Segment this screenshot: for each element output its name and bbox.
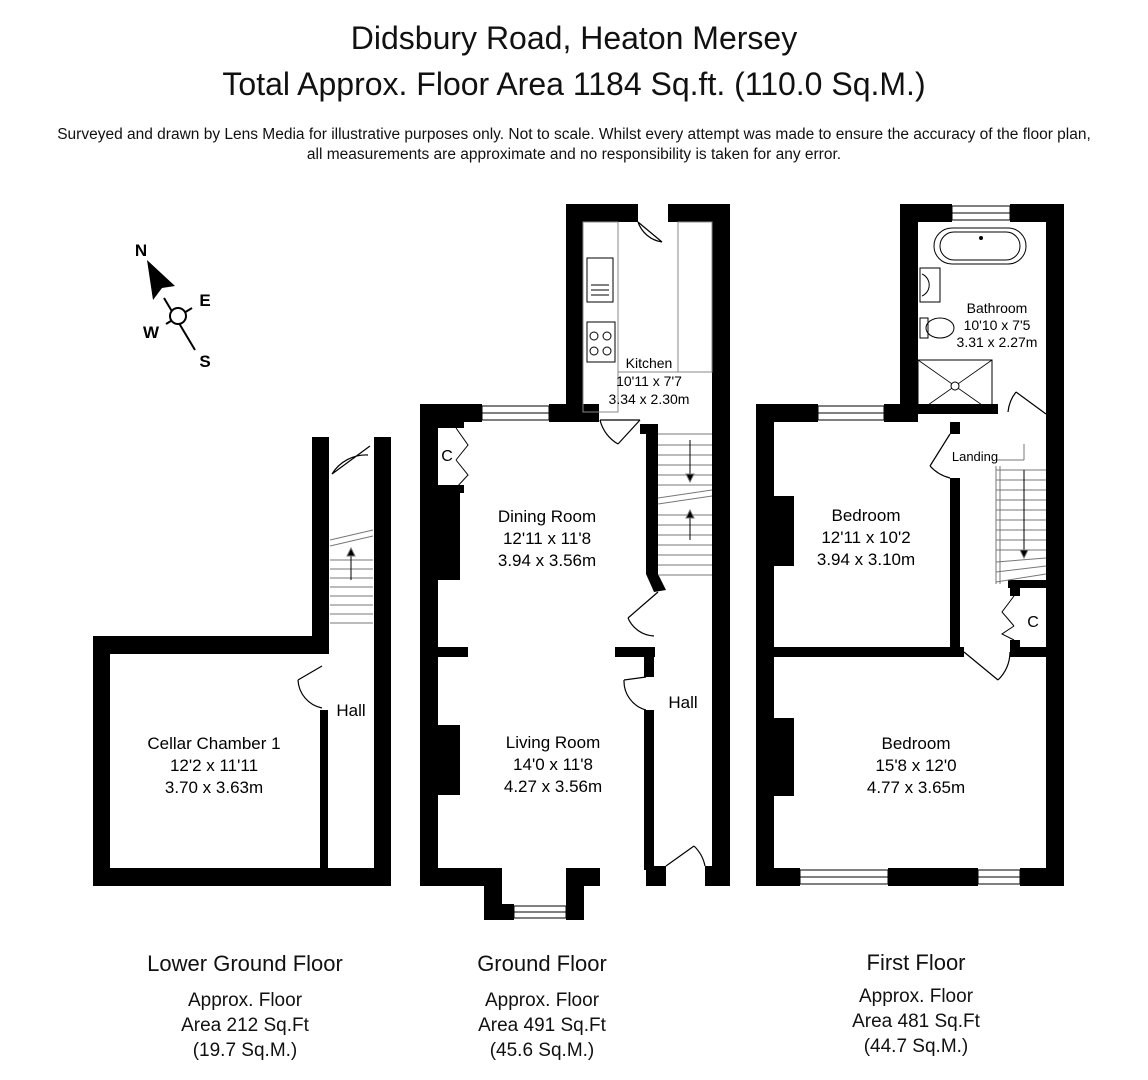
bay-wall xyxy=(566,904,584,920)
compass-n-label: N xyxy=(134,241,148,260)
dining-room-imperial: 12'11 x 11'8 xyxy=(502,529,592,548)
wall xyxy=(312,437,329,654)
living-room-name: Living Room xyxy=(505,733,601,752)
door xyxy=(1008,392,1046,414)
total-floor-area: Total Approx. Floor Area 1184 Sq.ft. (110.0 Sq.M.) xyxy=(222,66,926,102)
partition-wall xyxy=(644,710,654,870)
compass-s-label: S xyxy=(199,352,211,371)
basin xyxy=(920,268,940,302)
staircase xyxy=(996,444,1046,584)
bay-wall xyxy=(484,904,514,920)
area-line: Area 491 Sq.Ft xyxy=(478,1015,606,1036)
cellar-name: Cellar Chamber 1 xyxy=(147,734,281,753)
plan-title: Didsbury Road, Heaton Mersey xyxy=(350,20,798,56)
kitchen-imperial: 10'11 x 7'7 xyxy=(616,373,682,389)
area-line: (19.7 Sq.M.) xyxy=(192,1040,298,1061)
disclaimer-line-1: Surveyed and drawn by Lens Media for illustrative purposes only. Not to scale. Whilst every attempt was made to ensure the accuracy of the floor plan, xyxy=(57,126,1091,143)
area-line: Approx. Floor xyxy=(187,990,303,1011)
partition-wall xyxy=(320,710,328,870)
compass-e-label: E xyxy=(199,291,211,310)
wall xyxy=(884,404,918,422)
wall xyxy=(1020,868,1064,886)
ground-floor-area xyxy=(392,988,692,1063)
partition-wall xyxy=(774,647,964,657)
chimney-breast xyxy=(438,490,460,580)
partition-wall xyxy=(615,647,655,657)
compass-center xyxy=(170,308,186,324)
ground-hall-name: Hall xyxy=(668,693,698,712)
cupboard-door xyxy=(456,428,468,488)
wall xyxy=(712,204,730,884)
disclaimer-line-2: all measurements are approximate and no responsibility is taken for any error. xyxy=(306,146,842,163)
area-line: Area 481 Sq.Ft xyxy=(852,1011,980,1032)
cellar-metric: 3.70 x 3.63m xyxy=(164,778,264,797)
living-room-imperial: 14'0 x 11'8 xyxy=(513,755,593,774)
area-line: Approx. Floor xyxy=(484,990,600,1011)
wall xyxy=(420,404,438,886)
door xyxy=(600,420,640,444)
door xyxy=(624,677,646,710)
area-line: Approx. Floor xyxy=(858,986,974,1007)
bathroom-name: Bathroom xyxy=(966,300,1028,316)
bedroom-2-name: Bedroom xyxy=(881,734,951,753)
wall xyxy=(93,636,110,886)
wall xyxy=(566,204,638,222)
bathroom-metric: 3.31 x 2.27m xyxy=(956,334,1038,350)
staircase xyxy=(658,434,712,575)
wall xyxy=(756,404,774,886)
partition-wall xyxy=(438,647,468,657)
compass xyxy=(135,241,211,371)
lower-ground-floor-caption: Lower Ground Floor xyxy=(147,951,343,976)
toilet xyxy=(926,318,954,338)
door xyxy=(638,222,662,242)
wall xyxy=(93,868,391,886)
chimney-breast xyxy=(438,725,460,795)
compass-north-arrow xyxy=(147,260,175,300)
wall xyxy=(900,204,918,414)
bedroom-1-imperial: 12'11 x 10'2 xyxy=(821,528,911,547)
ground-floor-caption: Ground Floor xyxy=(477,951,607,976)
bathroom-imperial: 10'10 x 7'5 xyxy=(963,317,1031,333)
chimney-breast xyxy=(774,718,794,796)
kitchen-worktop xyxy=(583,222,618,412)
bedroom-1-name: Bedroom xyxy=(831,506,901,525)
door xyxy=(332,446,370,474)
door xyxy=(628,592,658,636)
lower-ground-floor-plan xyxy=(93,437,391,886)
lower-ground-floor-area xyxy=(95,988,395,1063)
wall xyxy=(1046,204,1064,886)
staircase xyxy=(330,530,373,623)
kitchen-metric: 3.34 x 2.30m xyxy=(608,391,690,407)
landing-name: Landing xyxy=(951,449,999,464)
bedroom-2-metric: 4.77 x 3.65m xyxy=(866,778,966,797)
dining-room-name: Dining Room xyxy=(497,507,597,526)
first-floor-caption: First Floor xyxy=(866,950,966,975)
partition-wall xyxy=(950,478,960,657)
kitchen-name: Kitchen xyxy=(625,355,673,371)
ground-cupboard-label: C xyxy=(441,448,453,465)
wall xyxy=(420,404,482,422)
first-cupboard-label: C xyxy=(1027,614,1039,631)
partition-wall xyxy=(646,424,658,574)
wall xyxy=(756,868,800,886)
living-room-metric: 4.27 x 3.56m xyxy=(503,777,603,796)
wall xyxy=(374,437,391,886)
area-line: (45.6 Sq.M.) xyxy=(489,1040,595,1061)
wall xyxy=(312,437,329,455)
wall xyxy=(549,404,599,422)
wall xyxy=(93,636,313,654)
hob xyxy=(587,322,615,362)
wall xyxy=(705,866,730,886)
dining-room-metric: 3.94 x 3.56m xyxy=(497,551,597,570)
chimney-breast xyxy=(774,496,794,566)
front-door xyxy=(666,846,705,866)
compass-w-label: W xyxy=(142,323,160,342)
cellar-imperial: 12'2 x 11'11 xyxy=(169,756,259,775)
door xyxy=(964,652,1010,680)
first-floor-area xyxy=(766,984,1066,1059)
lower-hall-name: Hall xyxy=(336,701,366,720)
area-line: Area 212 Sq.Ft xyxy=(181,1015,309,1036)
cupboard-door xyxy=(1002,596,1014,640)
wall xyxy=(756,404,818,422)
area-line: (44.7 Sq.M.) xyxy=(863,1036,969,1057)
bedroom-1-metric: 3.94 x 3.10m xyxy=(816,550,916,569)
door xyxy=(298,666,322,708)
wall xyxy=(888,868,978,886)
wall xyxy=(900,204,952,222)
door xyxy=(930,434,950,478)
kitchen-worktop xyxy=(678,222,712,372)
bedroom-2-imperial: 15'8 x 12'0 xyxy=(875,756,957,775)
